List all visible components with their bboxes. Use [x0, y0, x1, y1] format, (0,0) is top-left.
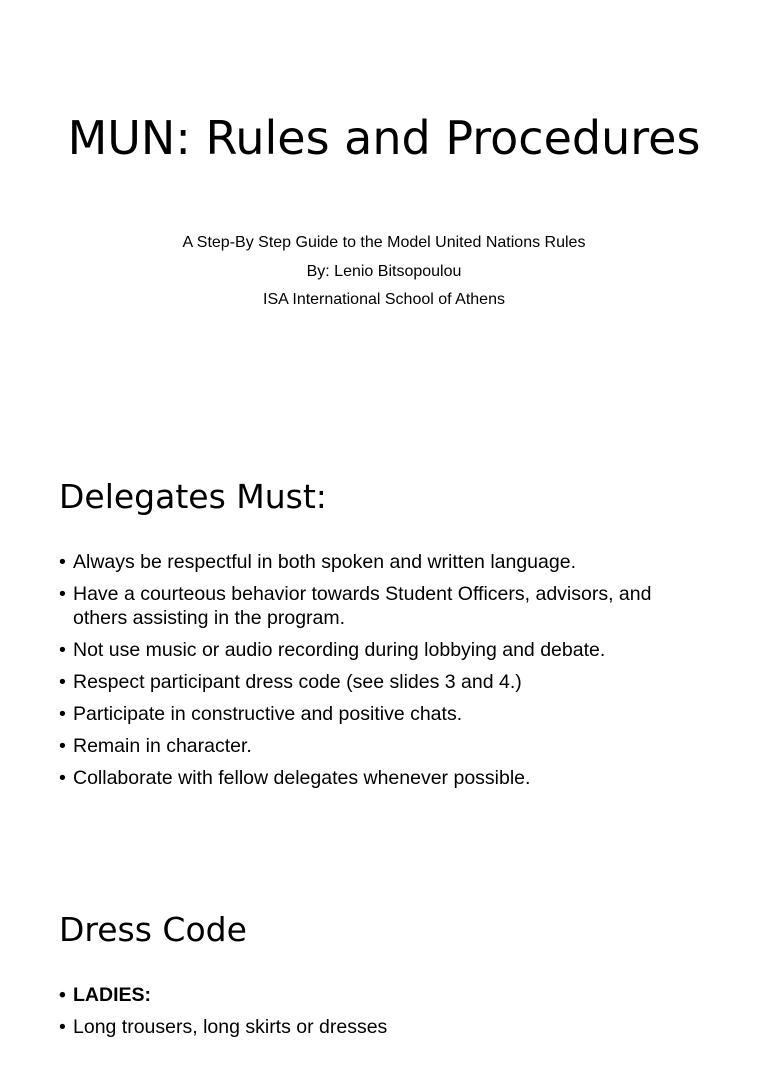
list-item-text: Long trousers, long skirts or dresses [73, 1016, 388, 1038]
list-item-text: Remain in character. [73, 735, 252, 757]
bullet-icon: • [59, 583, 66, 605]
list-item [59, 766, 699, 790]
list-item-text: LADIES: [73, 984, 151, 1006]
school-line: ISA International School of Athens [263, 291, 505, 308]
list-item [59, 1015, 699, 1039]
dress-code-slide [0, 880, 768, 1080]
subtitle-line: A Step-By Step Guide to the Model United Nations Rules [182, 234, 586, 251]
list-item-text: Participate in constructive and positive chats. [73, 703, 463, 725]
author-line: By: Lenio Bitsopoulou [306, 262, 462, 280]
list-item-text: Have a courteous behavior towards Student Officers, advisors, and others assisting in the program. [73, 583, 652, 629]
delegates-must-slide [0, 420, 768, 880]
bullet-icon: • [59, 767, 66, 789]
bullet-list [59, 983, 699, 1047]
list-item-text: Respect participant dress code (see slides 3 and 4.) [73, 671, 522, 693]
bullet-icon: • [59, 735, 66, 757]
list-item-text: Always be respectful in both spoken and written language. [73, 551, 576, 573]
bullet-icon: • [59, 1016, 66, 1038]
list-item-text: Collaborate with fellow delegates whenever possible. [73, 767, 531, 789]
list-item [59, 550, 699, 574]
bullet-icon: • [59, 551, 66, 573]
list-item-text: Not use music or audio recording during lobbying and debate. [73, 639, 606, 661]
bullet-list [59, 550, 699, 798]
bullet-icon: • [59, 984, 66, 1006]
slide-heading: Dress Code [59, 910, 247, 949]
presentation-title: MUN: Rules and Procedures [67, 111, 701, 165]
subtitle-block [0, 229, 768, 315]
title-slide [0, 0, 768, 420]
list-item [59, 670, 699, 694]
list-item [59, 734, 699, 758]
list-item [59, 638, 699, 662]
bullet-icon: • [59, 671, 66, 693]
bullet-icon: • [59, 639, 66, 661]
list-item [59, 702, 699, 726]
list-item [59, 582, 699, 630]
bullet-icon: • [59, 703, 66, 725]
slide-heading: Delegates Must: [59, 477, 327, 516]
list-item [59, 983, 699, 1007]
